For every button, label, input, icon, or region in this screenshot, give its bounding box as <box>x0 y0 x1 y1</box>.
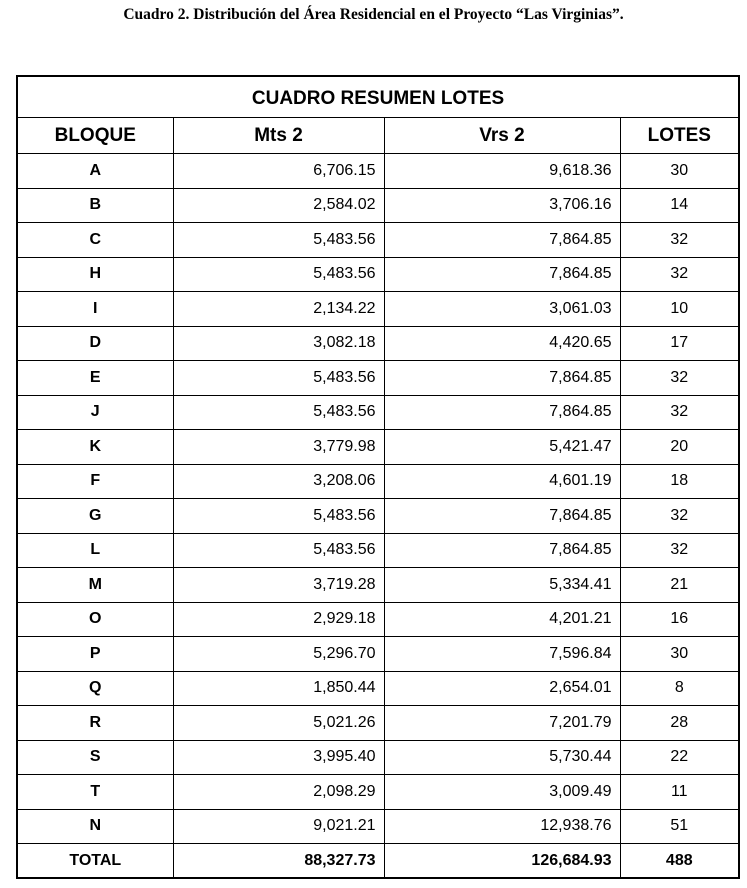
cell-vrs2: 7,864.85 <box>384 533 620 568</box>
table-row <box>17 326 739 361</box>
cell-bloque: K <box>17 430 173 465</box>
cell-bloque: C <box>17 223 173 258</box>
cell-vrs2: 7,864.85 <box>384 361 620 396</box>
cell-lotes: 17 <box>620 326 739 361</box>
cell-bloque: S <box>17 740 173 775</box>
cell-lotes: 20 <box>620 430 739 465</box>
cell-lotes: 32 <box>620 499 739 534</box>
cell-lotes: 32 <box>620 361 739 396</box>
cell-bloque: L <box>17 533 173 568</box>
total-lotes: 488 <box>620 844 739 879</box>
cell-mts2: 5,483.56 <box>173 533 384 568</box>
cell-mts2: 2,929.18 <box>173 602 384 637</box>
column-header-mts2: Mts 2 <box>173 118 384 154</box>
table-row <box>17 223 739 258</box>
cell-vrs2: 7,864.85 <box>384 499 620 534</box>
cell-mts2: 5,483.56 <box>173 223 384 258</box>
total-label: TOTAL <box>17 844 173 879</box>
cell-mts2: 6,706.15 <box>173 154 384 189</box>
cell-lotes: 32 <box>620 533 739 568</box>
cell-vrs2: 5,421.47 <box>384 430 620 465</box>
table-row <box>17 533 739 568</box>
cell-lotes: 22 <box>620 740 739 775</box>
cell-vrs2: 12,938.76 <box>384 809 620 844</box>
table-row <box>17 706 739 741</box>
cell-vrs2: 3,061.03 <box>384 292 620 327</box>
table-row <box>17 602 739 637</box>
cell-mts2: 5,483.56 <box>173 257 384 292</box>
cell-vrs2: 7,864.85 <box>384 395 620 430</box>
table-row <box>17 154 739 189</box>
table-row <box>17 809 739 844</box>
cell-lotes: 21 <box>620 568 739 603</box>
cell-mts2: 2,584.02 <box>173 188 384 223</box>
cell-bloque: F <box>17 464 173 499</box>
cell-lotes: 8 <box>620 671 739 706</box>
cell-bloque: I <box>17 292 173 327</box>
cell-vrs2: 7,864.85 <box>384 223 620 258</box>
cell-vrs2: 9,618.36 <box>384 154 620 189</box>
cell-vrs2: 2,654.01 <box>384 671 620 706</box>
cell-mts2: 1,850.44 <box>173 671 384 706</box>
table-header-row <box>17 118 739 154</box>
cell-bloque: T <box>17 775 173 810</box>
cell-bloque: P <box>17 637 173 672</box>
cell-lotes: 32 <box>620 257 739 292</box>
total-row <box>17 844 739 879</box>
table-row <box>17 637 739 672</box>
cell-bloque: M <box>17 568 173 603</box>
cell-mts2: 3,779.98 <box>173 430 384 465</box>
cell-bloque: R <box>17 706 173 741</box>
cell-bloque: O <box>17 602 173 637</box>
cell-bloque: N <box>17 809 173 844</box>
cell-lotes: 14 <box>620 188 739 223</box>
cell-bloque: D <box>17 326 173 361</box>
cell-vrs2: 4,601.19 <box>384 464 620 499</box>
cell-lotes: 10 <box>620 292 739 327</box>
cell-mts2: 2,098.29 <box>173 775 384 810</box>
total-vrs2: 126,684.93 <box>384 844 620 879</box>
cell-lotes: 32 <box>620 223 739 258</box>
cell-bloque: Q <box>17 671 173 706</box>
cell-lotes: 11 <box>620 775 739 810</box>
column-header-lotes: LOTES <box>620 118 739 154</box>
cell-mts2: 3,995.40 <box>173 740 384 775</box>
cell-mts2: 3,208.06 <box>173 464 384 499</box>
cell-vrs2: 7,201.79 <box>384 706 620 741</box>
cell-bloque: E <box>17 361 173 396</box>
cell-lotes: 51 <box>620 809 739 844</box>
table-row <box>17 464 739 499</box>
total-mts2: 88,327.73 <box>173 844 384 879</box>
cell-vrs2: 5,730.44 <box>384 740 620 775</box>
table-row <box>17 292 739 327</box>
cell-mts2: 3,082.18 <box>173 326 384 361</box>
cell-vrs2: 3,706.16 <box>384 188 620 223</box>
cell-mts2: 5,296.70 <box>173 637 384 672</box>
table-row <box>17 257 739 292</box>
cell-bloque: G <box>17 499 173 534</box>
table-row <box>17 568 739 603</box>
table-caption: Cuadro 2. Distribución del Área Residencial en el Proyecto “Las Virginias”. <box>123 6 624 23</box>
cell-lotes: 18 <box>620 464 739 499</box>
cell-lotes: 30 <box>620 154 739 189</box>
table-row <box>17 361 739 396</box>
table-row <box>17 430 739 465</box>
cell-vrs2: 7,596.84 <box>384 637 620 672</box>
cell-lotes: 28 <box>620 706 739 741</box>
table-row <box>17 188 739 223</box>
lots-summary-table <box>16 75 740 879</box>
cell-mts2: 5,483.56 <box>173 361 384 396</box>
table-row <box>17 775 739 810</box>
cell-mts2: 3,719.28 <box>173 568 384 603</box>
cell-vrs2: 4,201.21 <box>384 602 620 637</box>
table-title-row <box>17 76 739 118</box>
cell-mts2: 5,021.26 <box>173 706 384 741</box>
cell-vrs2: 4,420.65 <box>384 326 620 361</box>
table-title: CUADRO RESUMEN LOTES <box>17 76 739 118</box>
cell-vrs2: 3,009.49 <box>384 775 620 810</box>
cell-vrs2: 7,864.85 <box>384 257 620 292</box>
table-row <box>17 499 739 534</box>
column-header-bloque: BLOQUE <box>17 118 173 154</box>
cell-bloque: B <box>17 188 173 223</box>
table-row <box>17 671 739 706</box>
cell-mts2: 5,483.56 <box>173 395 384 430</box>
cell-bloque: H <box>17 257 173 292</box>
cell-bloque: J <box>17 395 173 430</box>
cell-lotes: 30 <box>620 637 739 672</box>
cell-mts2: 2,134.22 <box>173 292 384 327</box>
cell-bloque: A <box>17 154 173 189</box>
table-body <box>17 154 739 844</box>
column-header-vrs2: Vrs 2 <box>384 118 620 154</box>
table-row <box>17 740 739 775</box>
cell-mts2: 5,483.56 <box>173 499 384 534</box>
cell-vrs2: 5,334.41 <box>384 568 620 603</box>
table-row <box>17 395 739 430</box>
cell-lotes: 16 <box>620 602 739 637</box>
cell-mts2: 9,021.21 <box>173 809 384 844</box>
cell-lotes: 32 <box>620 395 739 430</box>
